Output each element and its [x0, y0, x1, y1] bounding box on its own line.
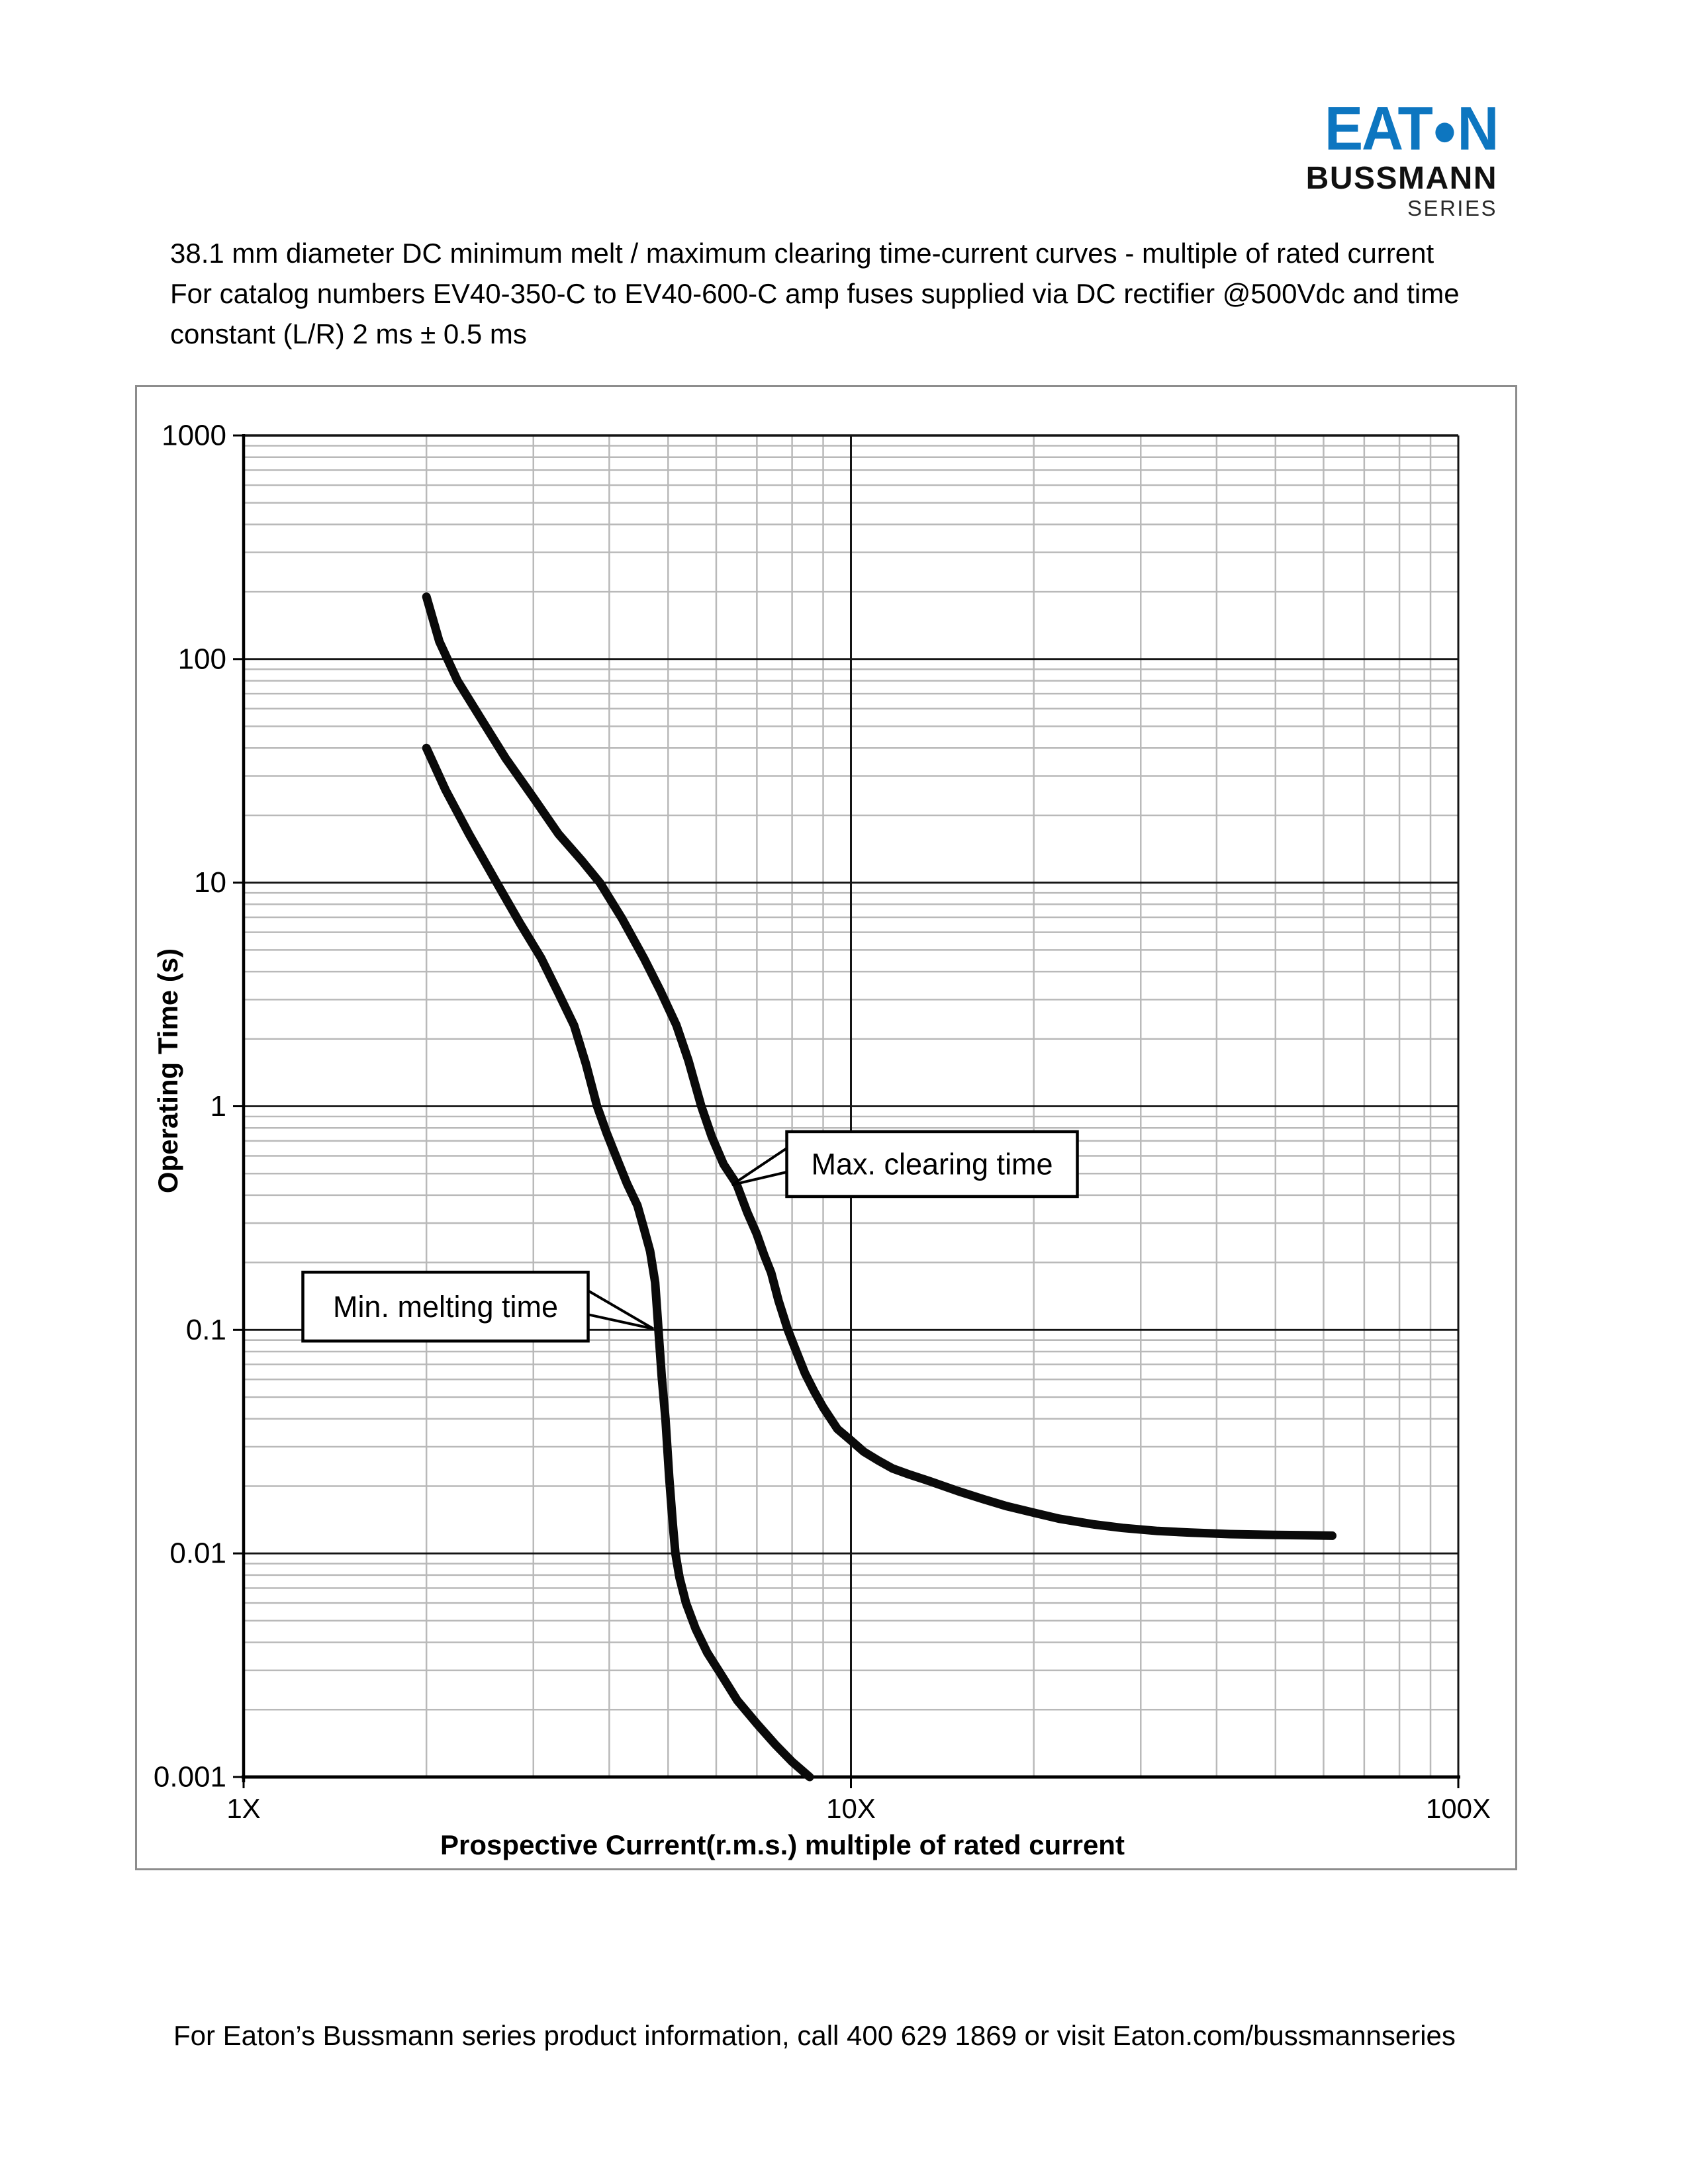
x-axis-title: Prospective Current(r.m.s.) multiple of rated current — [440, 1829, 1125, 1860]
title-line-1: 38.1 mm diameter DC minimum melt / maximum clearing time-current curves - multiple of rated current — [170, 238, 1434, 269]
y-tick-label: 1 — [210, 1090, 226, 1122]
callout-pointer — [732, 1148, 787, 1185]
max-clearing-curve — [426, 597, 1332, 1536]
x-tick-label: 100X — [1425, 1793, 1491, 1824]
x-tick-label: 1X — [226, 1793, 261, 1824]
series-wordmark: SERIES — [1407, 196, 1497, 220]
chart-svg — [135, 385, 1517, 1870]
eaton-logo — [1298, 94, 1497, 163]
y-tick-label: 100 — [177, 643, 226, 676]
y-tick-label: 0.1 — [185, 1313, 226, 1346]
bussmann-wordmark: BUSSMANN — [1305, 161, 1497, 196]
y-axis-title: Operating Time (s) — [152, 948, 183, 1194]
callout-pointer — [588, 1291, 654, 1329]
y-tick-label: 10 — [194, 866, 226, 899]
eaton-logo-dot-icon — [1435, 122, 1454, 142]
y-tick-label: 0.001 — [153, 1760, 226, 1794]
title-line-2: For catalog numbers EV40-350-C to EV40-600-C amp fuses supplied via DC rectifier @500Vdc and time — [170, 278, 1460, 309]
y-tick-label: 0.01 — [169, 1537, 226, 1570]
callout-label: Min. melting time — [332, 1289, 559, 1324]
y-tick-label: 1000 — [162, 419, 226, 452]
title-line-3: constant (L/R) 2 ms ± 0.5 ms — [170, 318, 527, 349]
footer-text: For Eaton’s Bussmann series product information, call 400 629 1869 or visit Eaton.com/bussmannseries — [173, 2020, 1456, 2051]
logo-block — [1305, 94, 1497, 220]
eaton-logo-text-left: EAT — [1324, 94, 1432, 163]
document-title — [170, 233, 1460, 354]
eaton-logo-text-right: N — [1456, 94, 1497, 163]
callout-label: Max. clearing time — [811, 1147, 1053, 1181]
x-tick-label: 10X — [826, 1793, 876, 1824]
